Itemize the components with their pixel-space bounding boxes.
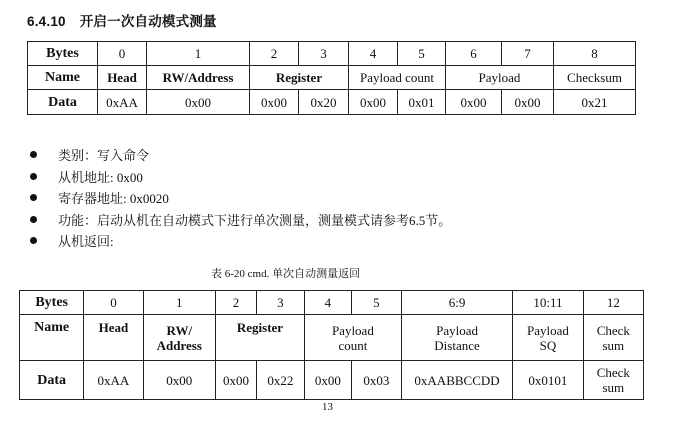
name-rw-line1: RW/ — [166, 322, 193, 338]
byte-cell: 1 — [147, 42, 250, 66]
name-payload-count — [304, 315, 401, 361]
data-cell: 0x00 — [502, 90, 554, 115]
row-label-bytes: Bytes — [28, 42, 98, 66]
name-payload-distance — [401, 315, 512, 361]
data-cell: 0x00 — [446, 90, 502, 115]
data-checksum-line2: sum — [602, 380, 625, 395]
row-label-bytes: Bytes — [20, 291, 84, 315]
names-row — [20, 315, 644, 361]
list-item — [30, 144, 451, 166]
row-label-data: Data — [28, 90, 98, 115]
page-number: 13 — [322, 401, 333, 413]
list-item — [30, 209, 451, 231]
name-rw-line2: Address — [156, 337, 202, 353]
name-payload-count: Payload count — [349, 66, 446, 90]
data-cell: 0x21 — [554, 90, 636, 115]
data-cell: 0x22 — [256, 361, 304, 400]
list-item — [30, 230, 451, 252]
byte-cell: 2 — [250, 42, 299, 66]
name-payload: Payload — [446, 66, 554, 90]
data-cell: 0x03 — [351, 361, 401, 400]
name-payload-sq-line1: Payload — [526, 322, 569, 338]
section-heading — [27, 10, 217, 30]
bullet-list — [30, 144, 451, 252]
name-payload-distance-line2: Distance — [434, 337, 480, 353]
command-table — [27, 41, 636, 115]
table-caption: 表 6-20 cmd. 单次自动测量返回 — [211, 268, 361, 280]
bullet-text: 从机返回: — [58, 234, 114, 250]
data-cell-checksum — [583, 361, 643, 400]
bullet-text: 类别：写入命令 — [58, 148, 150, 164]
bullet-icon — [30, 173, 37, 180]
data-cell: 0xAA — [84, 361, 143, 400]
byte-cell: 3 — [256, 291, 304, 315]
data-cell: 0x00 — [143, 361, 216, 400]
name-register: Register — [250, 66, 349, 90]
byte-cell: 12 — [583, 291, 643, 315]
byte-cell: 7 — [502, 42, 554, 66]
bullet-icon — [30, 237, 37, 244]
bullet-icon — [30, 194, 37, 201]
names-row — [28, 66, 636, 90]
byte-cell: 5 — [398, 42, 446, 66]
data-cell: 0x00 — [349, 90, 398, 115]
data-cell: 0x00 — [147, 90, 250, 115]
name-rw-address: RW/Address — [147, 66, 250, 90]
name-register: Register — [216, 315, 305, 361]
byte-cell: 4 — [349, 42, 398, 66]
data-cell: 0x0101 — [513, 361, 583, 400]
byte-cell: 0 — [84, 291, 143, 315]
data-row — [28, 90, 636, 115]
bullet-text: 寄存器地址: 0x0020 — [58, 191, 169, 207]
name-head: Head — [84, 315, 143, 361]
name-payload-count-line1: Payload — [331, 322, 374, 338]
byte-cell: 0 — [98, 42, 147, 66]
data-cell: 0x00 — [250, 90, 299, 115]
data-row — [20, 361, 644, 400]
name-head: Head — [98, 66, 147, 90]
bullet-icon — [30, 216, 37, 223]
byte-cell: 6:9 — [401, 291, 512, 315]
byte-cell: 5 — [351, 291, 401, 315]
data-cell: 0x00 — [304, 361, 351, 400]
bullet-text: 从机地址: 0x00 — [58, 169, 143, 185]
row-label-name: Name — [28, 66, 98, 90]
name-checksum-line2: sum — [602, 337, 625, 353]
bullet-icon — [30, 151, 37, 158]
row-label-name: Name — [20, 315, 84, 361]
name-payload-sq-line2: SQ — [539, 337, 557, 353]
response-table — [19, 290, 644, 400]
byte-cell: 1 — [143, 291, 216, 315]
bullet-text: 功能：启动从机在自动模式下进行单次测量，测量模式请参考6.5节。 — [58, 212, 452, 228]
list-item — [30, 187, 451, 209]
data-checksum-line1: Check — [596, 365, 630, 380]
data-cell: 0x20 — [299, 90, 349, 115]
bytes-row — [20, 291, 644, 315]
byte-cell: 2 — [216, 291, 257, 315]
list-item — [30, 166, 451, 188]
row-label-data: Data — [20, 361, 84, 400]
bytes-row — [28, 42, 636, 66]
name-payload-sq — [513, 315, 583, 361]
byte-cell: 6 — [446, 42, 502, 66]
data-cell: 0xAABBCCDD — [401, 361, 512, 400]
data-cell: 0x00 — [216, 361, 257, 400]
name-checksum-line1: Check — [596, 322, 630, 338]
data-cell: 0x01 — [398, 90, 446, 115]
data-cell: 0xAA — [98, 90, 147, 115]
name-payload-distance-line1: Payload — [436, 322, 478, 338]
name-rw-address — [143, 315, 216, 361]
section-number: 6.4.10 — [27, 14, 66, 29]
byte-cell: 3 — [299, 42, 349, 66]
section-title: 开启一次自动模式测量 — [79, 14, 217, 29]
name-checksum: Checksum — [554, 66, 636, 90]
byte-cell: 8 — [554, 42, 636, 66]
name-payload-count-line2: count — [338, 337, 368, 353]
name-checksum — [583, 315, 643, 361]
byte-cell: 4 — [304, 291, 351, 315]
byte-cell: 10:11 — [513, 291, 583, 315]
